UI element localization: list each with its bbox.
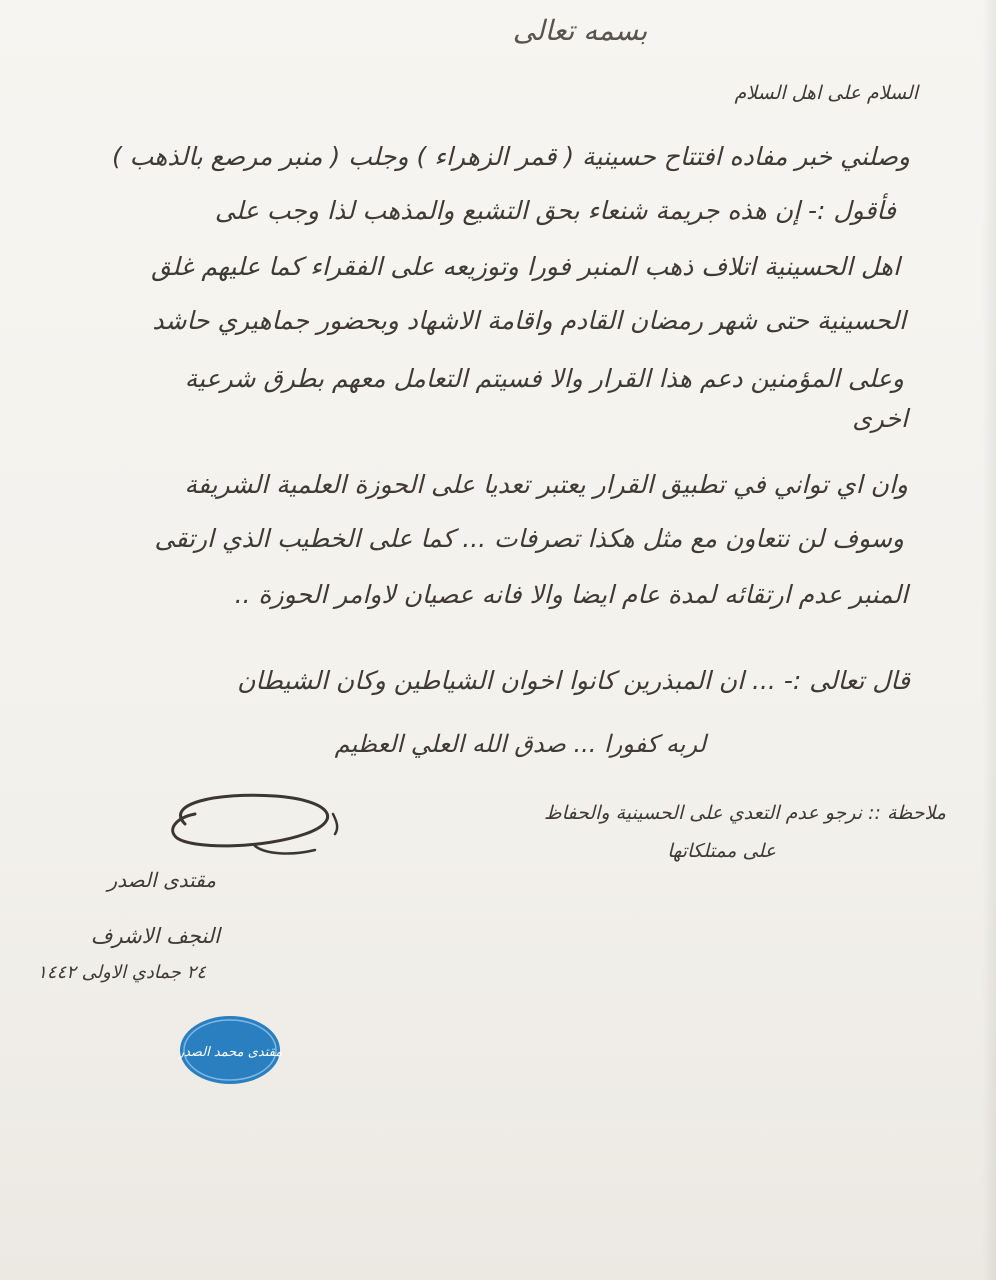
signatory-name: مقتدى الصدر bbox=[107, 868, 216, 892]
quote-line: قال تعالى :- ... ان المبذرين كانوا اخوان الشياطين وكان الشيطان bbox=[237, 666, 910, 695]
body-line: وان اي تواني في تطبيق القرار يعتبر تعديا على الحوزة العلمية الشريفة bbox=[184, 470, 908, 499]
letter-header: بسمه تعالى bbox=[512, 14, 648, 47]
body-line: وسوف لن نتعاون مع مثل هكذا تصرفات ... كما على الخطيب الذي ارتقى bbox=[154, 524, 904, 553]
note-line: ملاحظة :: نرجو عدم التعدي على الحسينية والحفاظ bbox=[544, 802, 946, 824]
salutation: السلام على اهل السلام bbox=[734, 82, 918, 104]
body-line: وصلني خبر مفاده افتتاح حسينية ( قمر الزهراء ) وجلب ( منبر مرصع بالذهب ) bbox=[111, 142, 910, 171]
signatory-place: النجف الاشرف bbox=[90, 924, 220, 948]
seal-text: مقتدى محمد الصدر bbox=[178, 1045, 282, 1060]
body-line: اهل الحسينية اتلاف ذهب المنبر فورا وتوزيعه على الفقراء كما عليهم غلق bbox=[151, 252, 900, 281]
handwritten-signature bbox=[155, 784, 355, 874]
body-line: فأقول :- إن هذه جريمة شنعاء بحق التشيع والمذهب لذا وجب على bbox=[214, 196, 896, 225]
body-line: اخرى bbox=[852, 404, 908, 433]
body-line: وعلى المؤمنين دعم هذا القرار والا فسيتم التعامل معهم بطرق شرعية bbox=[184, 364, 904, 393]
quote-line: لربه كفورا ... صدق الله العلي العظيم bbox=[334, 730, 706, 758]
body-line: الحسينية حتى شهر رمضان القادم واقامة الاشهاد وبحضور جماهيري حاشد bbox=[152, 306, 906, 335]
blue-seal-stamp bbox=[178, 1014, 282, 1086]
note-line: على ممتلكاتها bbox=[667, 840, 776, 862]
letter-date: ٢٤ جمادي الاولى ١٤٤٢ bbox=[37, 962, 206, 983]
body-line: المنبر عدم ارتقائه لمدة عام ايضا والا فانه عصيان لاوامر الحوزة .. bbox=[234, 580, 908, 609]
